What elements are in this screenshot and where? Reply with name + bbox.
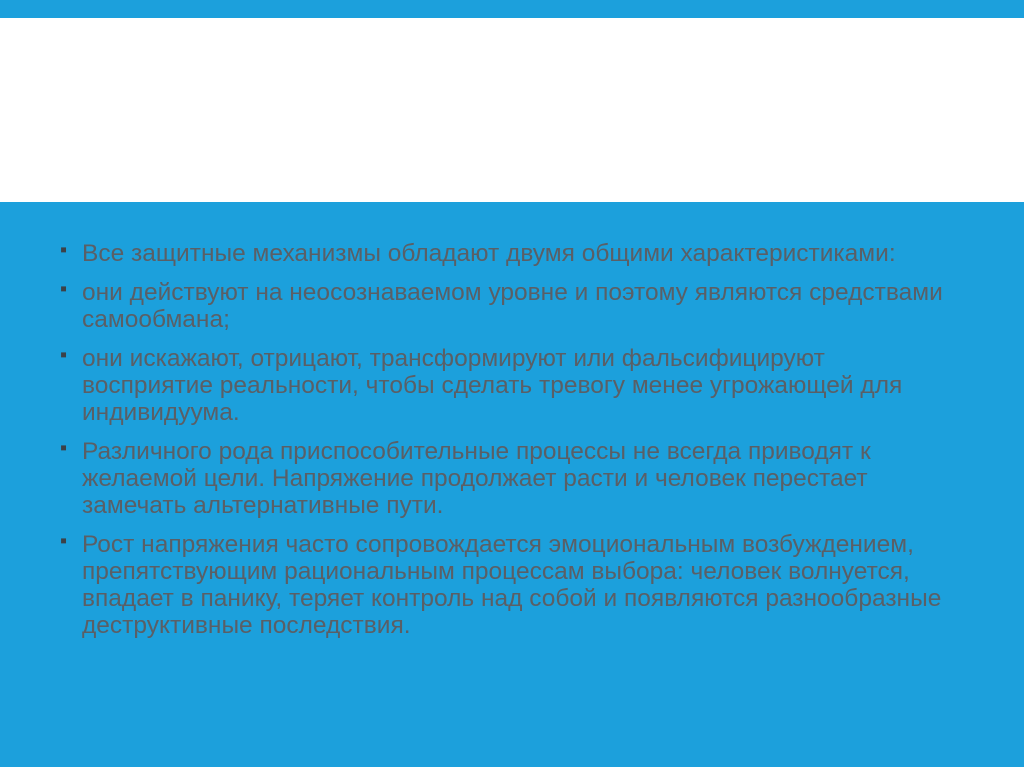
bullet-text: Рост напряжения часто сопровождается эмоциональным возбуждением, препятствующим рациональным процессам выбора: человек волнуется, впадает в панику, теряет контроль над собой и появляются разнообразные деструктивные последствия. <box>82 531 942 639</box>
content-area <box>0 202 1024 767</box>
bullet-item <box>60 531 960 639</box>
top-accent-band <box>0 0 1024 18</box>
bullet-list <box>60 240 960 651</box>
bullet-marker-icon: ▪ <box>60 530 68 552</box>
bullet-text: Все защитные механизмы обладают двумя общими характеристиками: <box>82 240 896 267</box>
bullet-item <box>60 345 960 426</box>
bullet-marker-icon: ▪ <box>60 344 68 366</box>
bullet-marker-icon: ▪ <box>60 437 68 459</box>
bullet-text: они искажают, отрицают, трансформируют или фальсифицируют восприятие реальности, чтобы сделать тревогу менее угрожающей для индивидуума. <box>82 345 903 426</box>
bullet-text: Различного рода приспособительные процессы не всегда приводят к желаемой цели. Напряжение продолжает расти и человек перестает замечать альтернативные пути. <box>82 438 871 519</box>
bullet-marker-icon: ▪ <box>60 278 68 300</box>
bullet-item <box>60 438 960 519</box>
title-area <box>0 18 1024 202</box>
bullet-text: они действуют на неосознаваемом уровне и поэтому являются средствами самообмана; <box>82 279 943 333</box>
bullet-marker-icon: ▪ <box>60 239 68 261</box>
bullet-item <box>60 279 960 333</box>
bullet-item <box>60 240 960 267</box>
